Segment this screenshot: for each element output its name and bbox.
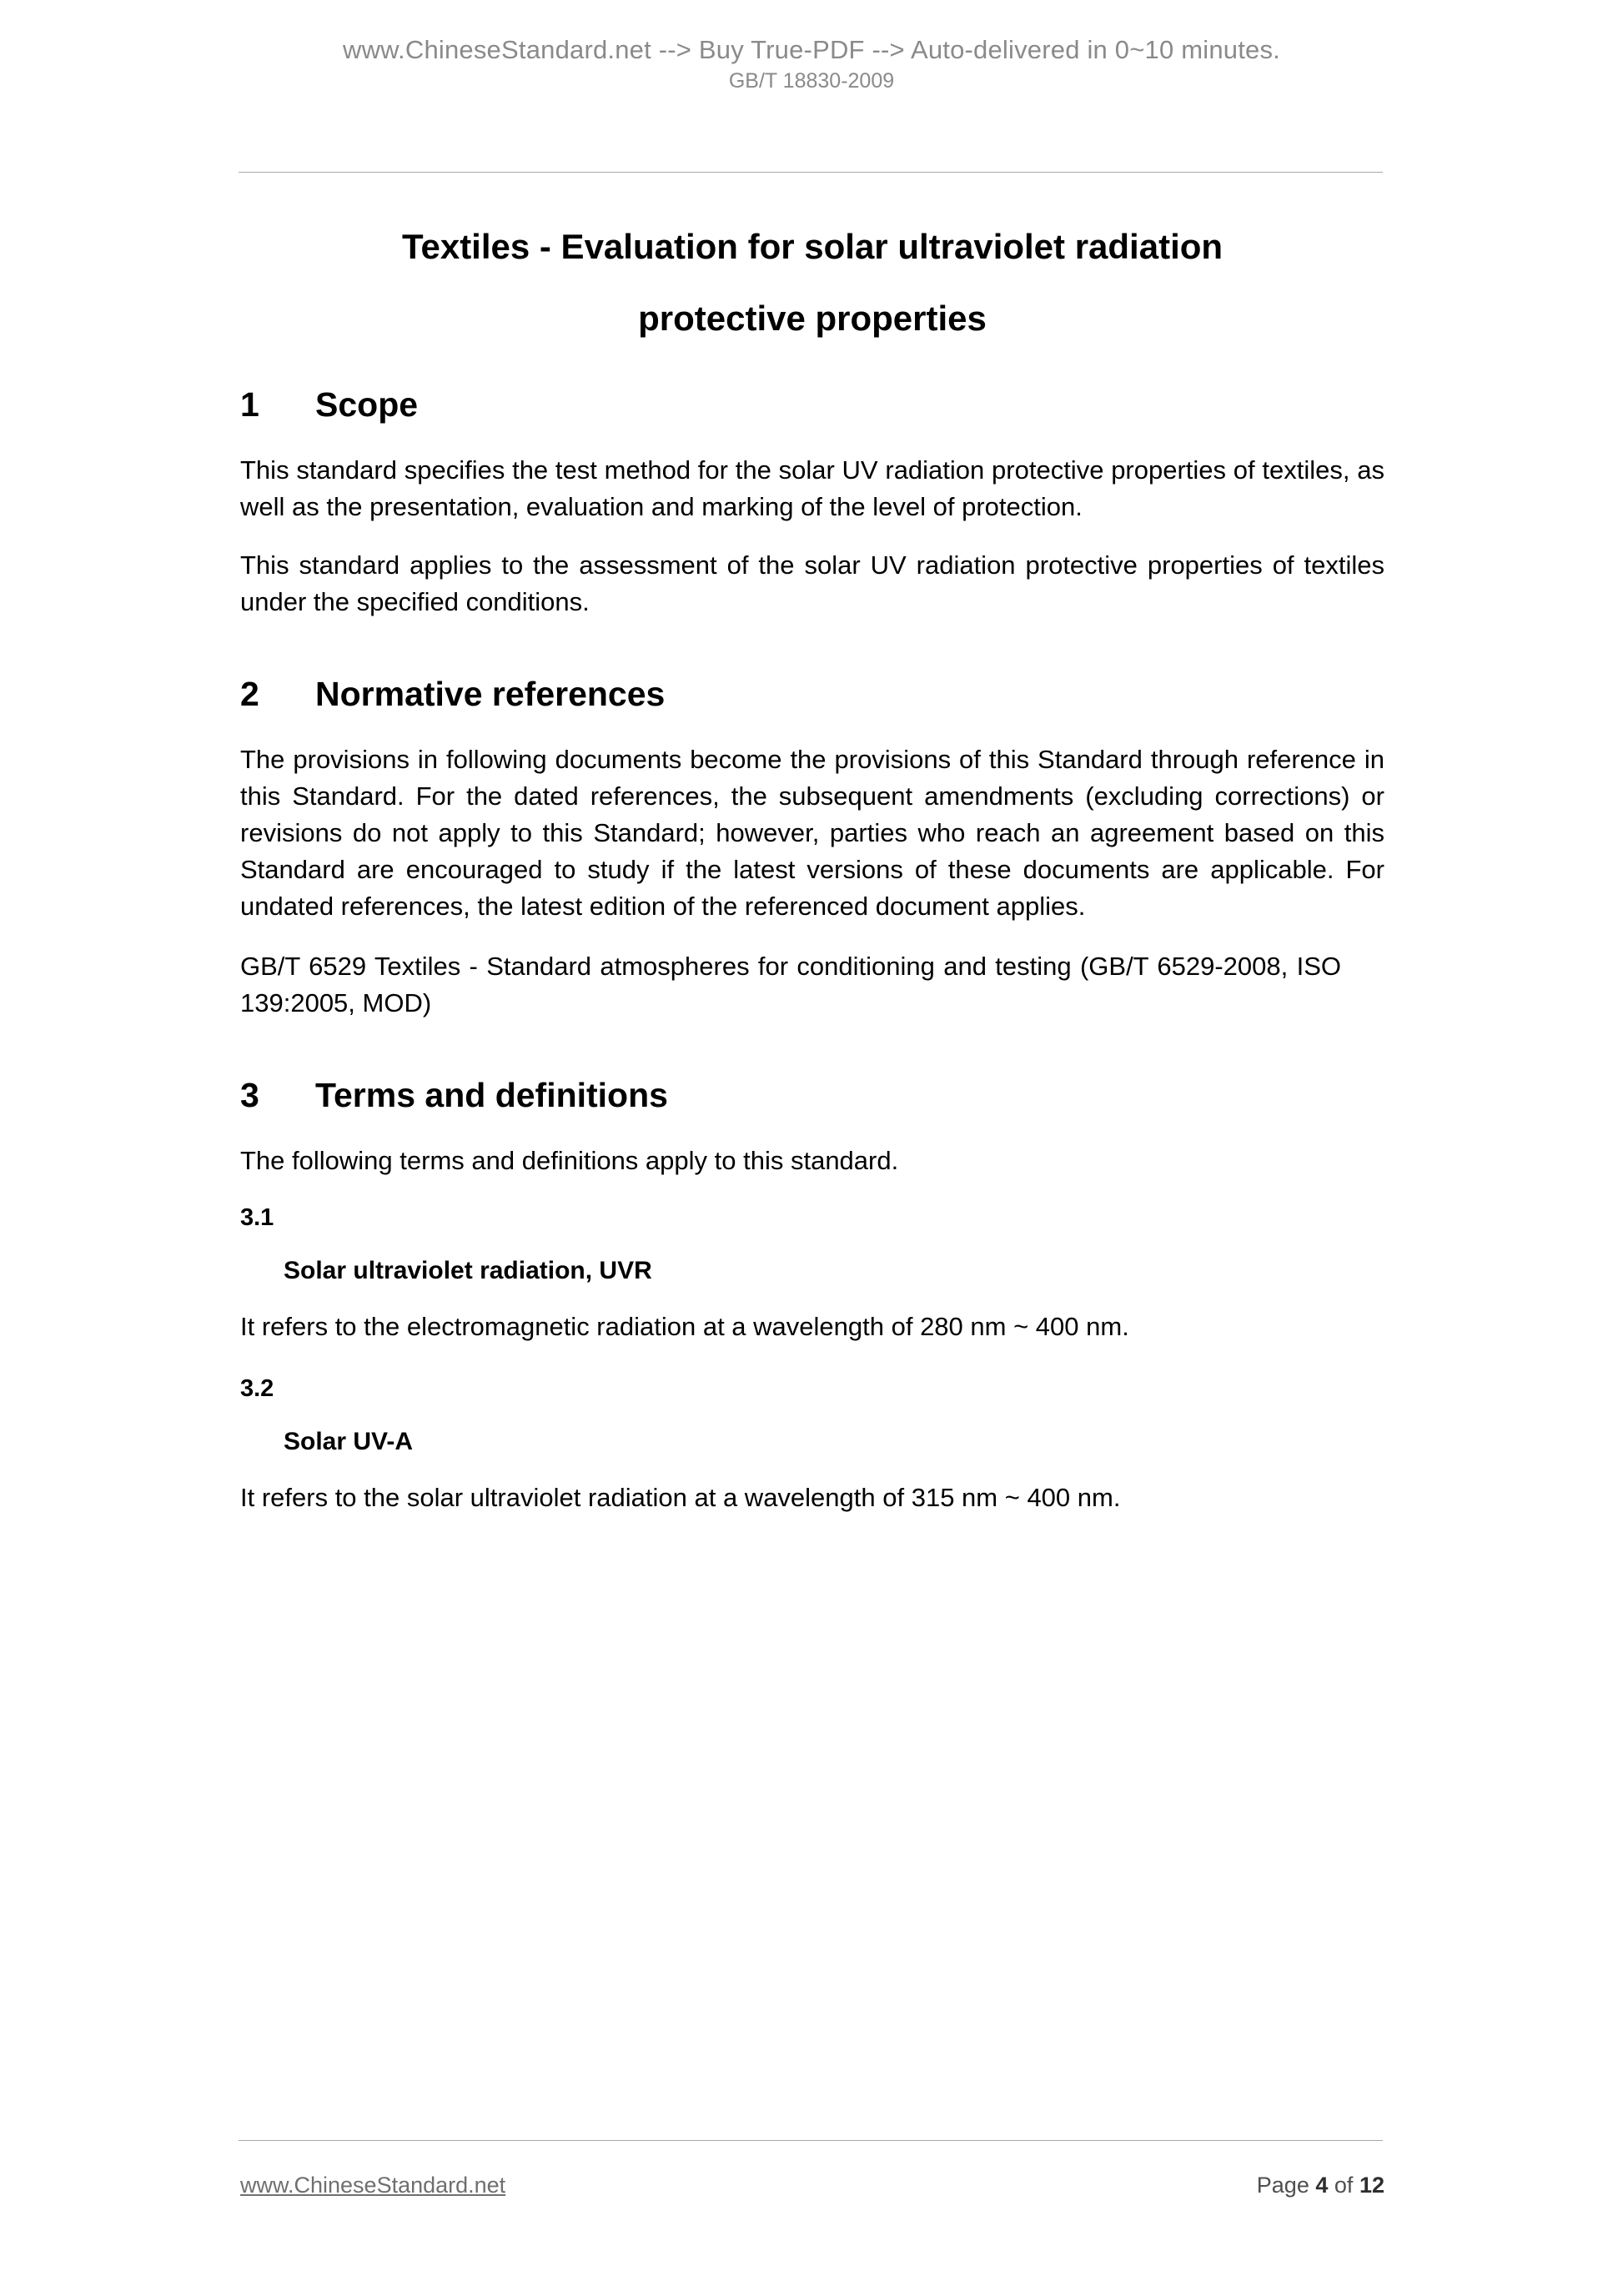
page-title	[240, 229, 1384, 336]
section-title-1: Scope	[315, 385, 419, 424]
definition-text-3-2: It refers to the solar ultraviolet radiation at a wavelength of 315 nm ~ 400 nm.	[240, 1483, 1121, 1513]
standard-number-header: GB/T 18830-2009	[728, 69, 895, 93]
current-page-number: 4	[1315, 2173, 1329, 2198]
section-number-1: 1	[240, 385, 259, 424]
normative-references-paragraph: The provisions in following documents become the provisions of this Standard through reference in this Standard. For the dated references, the subsequent amendments (excluding corrections) or revisions do not apply to this Standard; however, parties who reach an agreement based on this Standard are encouraged to study if the latest versions of these documents are applicable. For undated references, the latest edition of the referenced document applies.	[240, 745, 1384, 922]
scope-paragraph-2: This standard applies to the assessment of the solar UV radiation protective properties of textiles under the specified conditions.	[240, 550, 1384, 617]
section-heading-normative-references	[240, 676, 1384, 713]
terms-intro-paragraph: The following terms and definitions apply to this standard.	[240, 1146, 899, 1176]
document-content	[240, 229, 1384, 1517]
definition-number-3-1: 3.1	[240, 1204, 274, 1232]
footer-divider	[239, 2140, 1383, 2141]
definition-text-3-1: It refers to the electromagnetic radiation at a wavelength of 280 nm ~ 400 nm.	[240, 1312, 1129, 1342]
section-number-2: 2	[240, 675, 259, 714]
section-heading-terms-and-definitions	[240, 1077, 1384, 1114]
definition-number-3-2: 3.2	[240, 1375, 274, 1403]
scope-paragraph-1: This standard specifies the test method for the solar UV radiation protective properties of textiles, as well as the presentation, evaluation and marking of the level of protection.	[240, 455, 1384, 522]
section-number-3: 3	[240, 1076, 259, 1115]
watermark-promo-text: www.ChineseStandard.net --> Buy True-PDF --> Auto-delivered in 0~10 minutes.	[343, 35, 1280, 64]
section-title-3: Terms and definitions	[315, 1076, 668, 1115]
page-label-middle: of	[1334, 2173, 1354, 2198]
page-title-line-2: protective properties	[638, 299, 987, 338]
page-number-indicator	[1257, 2173, 1384, 2198]
page-title-line-1: Textiles - Evaluation for solar ultraviolet radiation	[401, 227, 1224, 266]
header-divider	[239, 172, 1383, 173]
footer-site-link[interactable]: www.ChineseStandard.net	[240, 2173, 506, 2198]
definition-term-3-2: Solar UV-A	[284, 1428, 414, 1456]
page-label-prefix: Page	[1256, 2173, 1309, 2198]
section-title-2: Normative references	[315, 675, 666, 714]
page-footer	[240, 2173, 1384, 2198]
total-page-count: 12	[1359, 2173, 1384, 2198]
section-heading-scope	[240, 386, 1384, 424]
normative-reference-item: GB/T 6529 Textiles - Standard atmospheres for conditioning and testing (GB/T 6529-2008, ISO 139:2005, MOD)	[240, 952, 1341, 1018]
definition-term-3-1: Solar ultraviolet radiation, UVR	[284, 1257, 652, 1285]
